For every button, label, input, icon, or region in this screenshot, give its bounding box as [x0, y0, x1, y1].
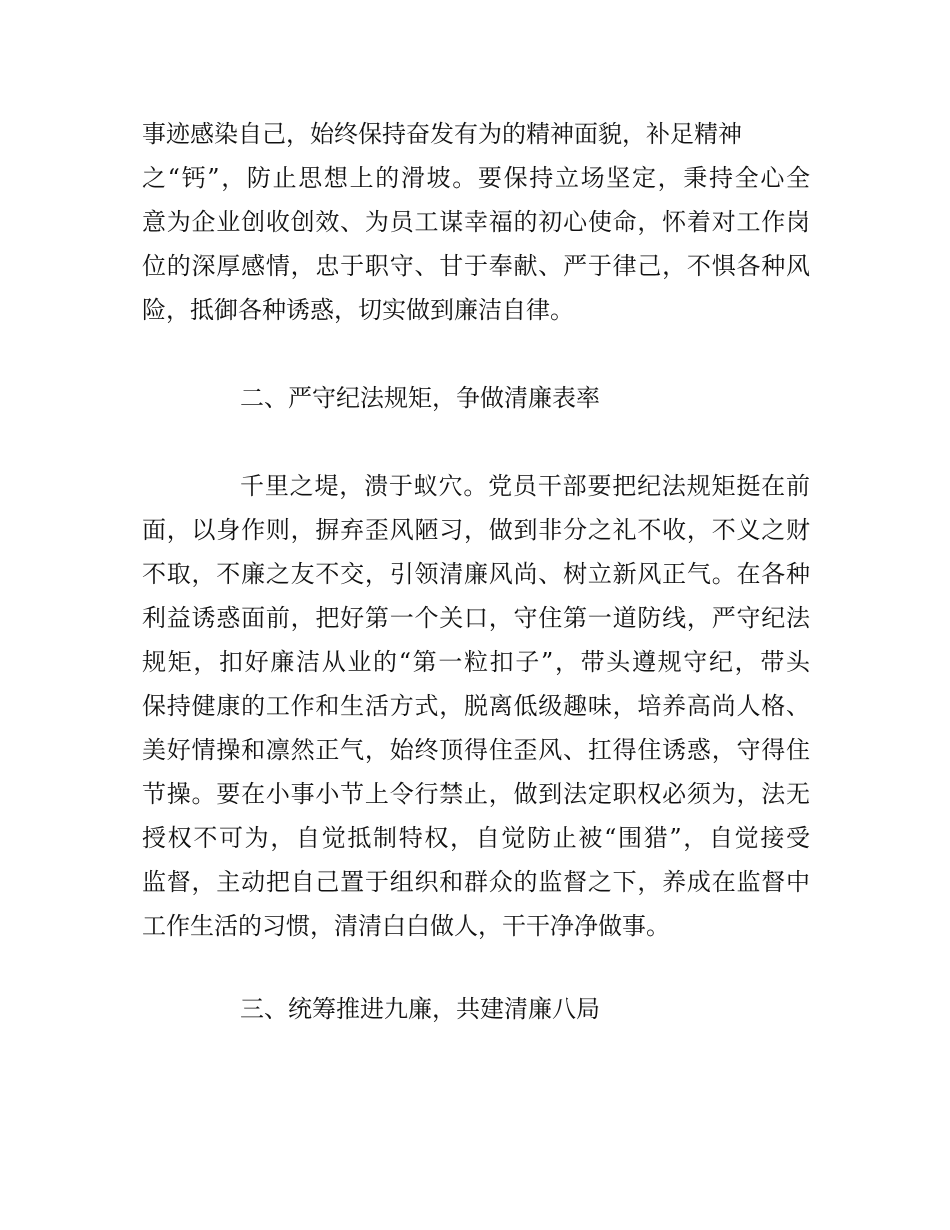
text-line: 意为企业创收创效、为员工谋幸福的初心使命，怀着对工作岗 — [142, 208, 810, 236]
text-line: 美好情操和凛然正气，始终顶得住歪风、扛得住诱惑，守得住 — [142, 736, 810, 764]
section-heading-2: 二、严守纪法规矩，争做清廉表率 — [240, 384, 600, 412]
text-line: 面，以身作则，摒弃歪风陋习，做到非分之礼不收，不义之财 — [142, 516, 810, 544]
text-line: 位的深厚感情，忠于职守、甘于奉献、严于律己，不惧各种风 — [142, 252, 810, 280]
text-line: 利益诱惑面前，把好第一个关口，守住第一道防线，严守纪法 — [142, 604, 810, 632]
text-line: 千里之堤，溃于蚁穴。党员干部要把纪法规矩挺在前 — [240, 472, 810, 500]
text-line: 险，抵御各种诱惑，切实做到廉洁自律。 — [142, 296, 574, 324]
text-line: 授权不可为，自觉抵制特权，自觉防止被“围猎”，自觉接受 — [142, 824, 810, 852]
text-line: 保持健康的工作和生活方式，脱离低级趣味，培养高尚人格、 — [142, 692, 810, 720]
text-line: 不取，不廉之友不交，引领清廉风尚、树立新风正气。在各种 — [142, 560, 810, 588]
text-line: 规矩，扣好廉洁从业的“第一粒扣子”，带头遵规守纪，带头 — [142, 648, 810, 676]
text-line: 工作生活的习惯，清清白白做人，干干净净做事。 — [142, 912, 670, 940]
text-line: 之“钙”，防止思想上的滑坡。要保持立场坚定，秉持全心全 — [142, 164, 810, 192]
text-line: 事迹感染自己，始终保持奋发有为的精神面貌，补足精神 — [142, 120, 742, 148]
section-heading-3: 三、统筹推进九廉，共建清廉八局 — [240, 995, 600, 1023]
text-line: 监督，主动把自己置于组织和群众的监督之下，养成在监督中 — [142, 868, 810, 896]
text-line: 节操。要在小事小节上令行禁止，做到法定职权必须为，法无 — [142, 780, 810, 808]
